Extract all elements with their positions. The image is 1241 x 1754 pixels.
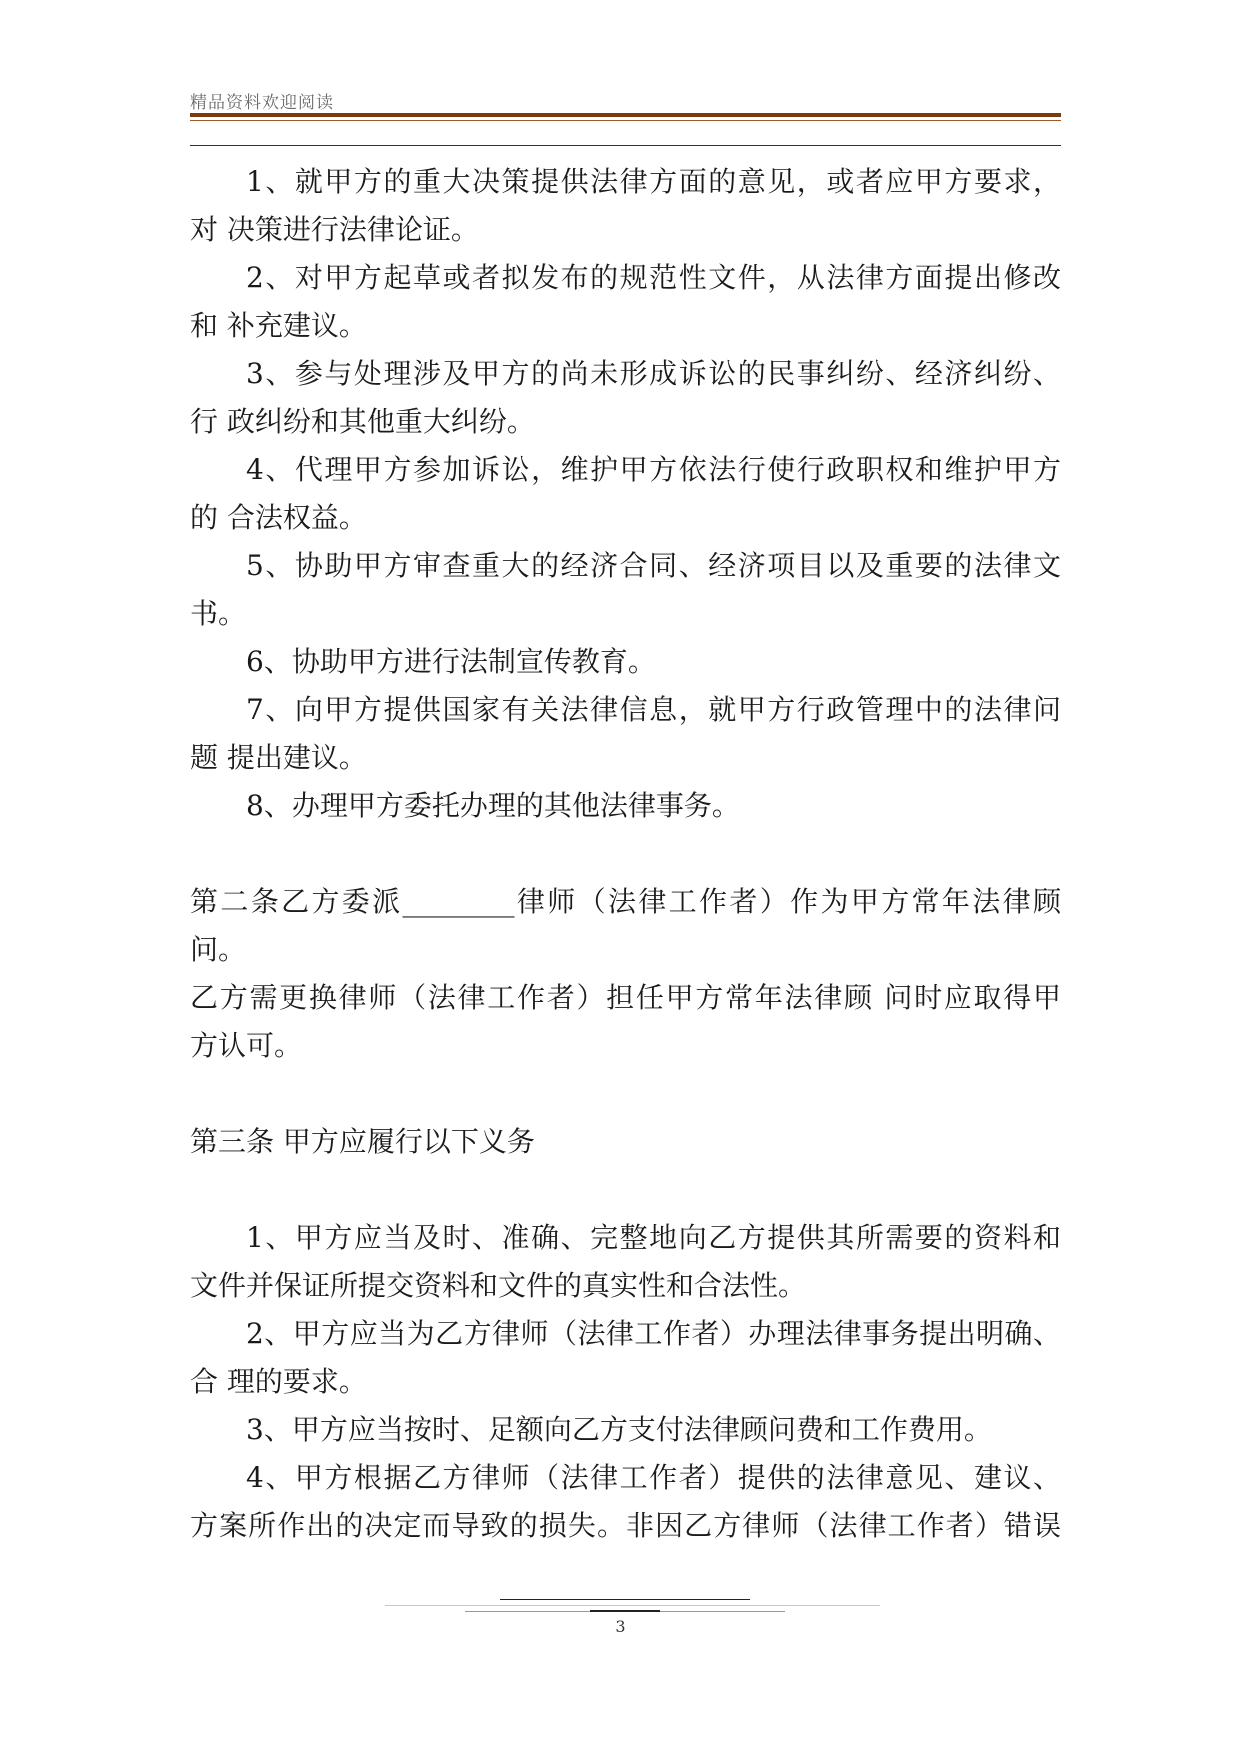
article-2-line-1: 第二条乙方委派________律师（法律工作者）作为甲方常年法律顾 bbox=[190, 885, 1061, 918]
article-3-item-4-line-2: 方案所作出的决定而导致的损失。非因乙方律师（法律工作者）错误 bbox=[190, 1509, 1061, 1542]
item-3-line-2: 行 政纠纷和其他重大纠纷。 bbox=[190, 405, 535, 438]
article-3-item-3-line-1: 3、甲方应当按时、足额向乙方支付法律顾问费和工作费用。 bbox=[246, 1413, 992, 1446]
item-1-line-2: 对 决策进行法律论证。 bbox=[190, 213, 479, 246]
page-number: 3 bbox=[615, 1617, 626, 1636]
header-text: 精品资料欢迎阅读 bbox=[190, 93, 334, 113]
article-3-item-1-line-1: 1、甲方应当及时、准确、完整地向乙方提供其所需要的资料和 bbox=[246, 1221, 1061, 1254]
header-rule-thick bbox=[190, 113, 1061, 117]
article-2-line-3: 乙方需更换律师（法律工作者）担任甲方常年法律顾 问时应取得甲 bbox=[190, 981, 1061, 1014]
article-2-line-4: 方认可。 bbox=[190, 1029, 303, 1062]
item-7-line-2: 题 提出建议。 bbox=[190, 741, 367, 774]
article-3-title: 第三条 甲方应履行以下义务 bbox=[190, 1125, 535, 1158]
item-8-line-1: 8、办理甲方委托办理的其他法律事务。 bbox=[246, 789, 740, 822]
item-4-line-1: 4、代理甲方参加诉讼，维护甲方依法行使行政职权和维护甲方 bbox=[246, 453, 1061, 486]
item-1-line-1: 1、就甲方的重大决策提供法律方面的意见，或者应甲方要求， bbox=[246, 165, 1061, 198]
item-5-line-1: 5、协助甲方审查重大的经济合同、经济项目以及重要的法律文 bbox=[246, 549, 1061, 582]
item-2-line-1: 2、对甲方起草或者拟发布的规范性文件，从法律方面提出修改 bbox=[246, 261, 1061, 294]
header-rule-lower bbox=[190, 145, 1061, 146]
article-3-item-2-line-2: 合 理的要求。 bbox=[190, 1365, 367, 1398]
footer-rule-wide bbox=[385, 1605, 880, 1606]
header-rule-thin bbox=[190, 120, 1061, 121]
article-3-item-4-line-1: 4、甲方根据乙方律师（法律工作者）提供的法律意见、建议、 bbox=[246, 1461, 1061, 1494]
article-2-line-2: 问。 bbox=[190, 933, 247, 966]
item-5-line-2: 书。 bbox=[190, 597, 247, 630]
article-3-item-1-line-2: 文件并保证所提交资料和文件的真实性和合法性。 bbox=[190, 1269, 807, 1302]
item-7-line-1: 7、向甲方提供国家有关法律信息，就甲方行政管理中的法律问 bbox=[246, 693, 1061, 726]
item-4-line-2: 的 合法权益。 bbox=[190, 501, 367, 534]
article-3-item-2-line-1: 2、甲方应当为乙方律师（法律工作者）办理法律事务提出明确、 bbox=[246, 1317, 1061, 1350]
item-3-line-1: 3、参与处理涉及甲方的尚未形成诉讼的民事纠纷、经济纠纷、 bbox=[246, 357, 1061, 390]
item-6-line-1: 6、协助甲方进行法制宣传教育。 bbox=[246, 645, 656, 678]
item-2-line-2: 和 补充建议。 bbox=[190, 309, 367, 342]
footer-rule-upper bbox=[500, 1599, 750, 1600]
footer-rule-short bbox=[590, 1610, 660, 1612]
